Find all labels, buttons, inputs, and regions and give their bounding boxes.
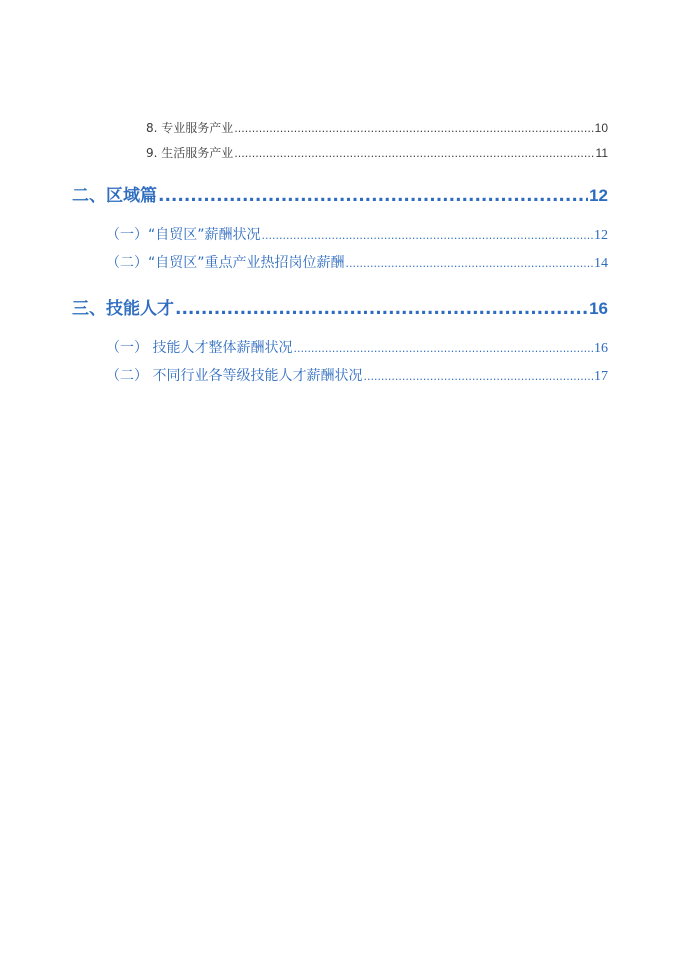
- toc-page-number: 16: [589, 299, 608, 318]
- toc-page-number: 10: [594, 121, 608, 135]
- toc-entry-label: 8. 专业服务产业: [146, 121, 234, 135]
- toc-section-skilled-talent[interactable]: [72, 294, 608, 319]
- toc-entry-professional-services[interactable]: [146, 119, 608, 136]
- toc-entry-skilled-overall[interactable]: [106, 337, 608, 357]
- toc-entry-life-services[interactable]: [146, 144, 608, 161]
- toc-section-title: 三、技能人才: [72, 299, 174, 319]
- toc-entry-label: （一）“自贸区”薪酬状况: [106, 227, 261, 243]
- toc-entry-label: （二） 不同行业各等级技能人才薪酬状况: [106, 368, 363, 384]
- dot-leader: [234, 122, 593, 135]
- dot-leader: [175, 299, 588, 319]
- toc-entry-label: （二）“自贸区”重点产业热招岗位薪酬: [106, 255, 345, 271]
- dot-leader: [363, 370, 593, 383]
- toc-page-number: 12: [594, 228, 608, 243]
- dot-leader: [158, 186, 588, 206]
- toc-entry-ftz-hot-jobs[interactable]: [106, 252, 608, 272]
- toc-page-number: 14: [594, 256, 608, 271]
- toc-section-region[interactable]: [72, 181, 608, 206]
- dot-leader: [234, 147, 594, 160]
- dot-leader: [262, 229, 593, 242]
- toc-page-number: 11: [595, 146, 608, 160]
- toc-entry-ftz-salary[interactable]: [106, 224, 608, 244]
- toc-section-title: 二、区域篇: [72, 186, 157, 206]
- dot-leader: [346, 257, 593, 270]
- toc-entry-label: （一） 技能人才整体薪酬状况: [106, 340, 293, 356]
- toc-page-number: 16: [594, 341, 608, 356]
- toc-entry-skilled-by-industry[interactable]: [106, 365, 608, 385]
- dot-leader: [293, 342, 593, 355]
- toc-page-number: 12: [589, 186, 608, 205]
- toc-entry-label: 9. 生活服务产业: [146, 146, 234, 160]
- toc-page-number: 17: [594, 369, 608, 384]
